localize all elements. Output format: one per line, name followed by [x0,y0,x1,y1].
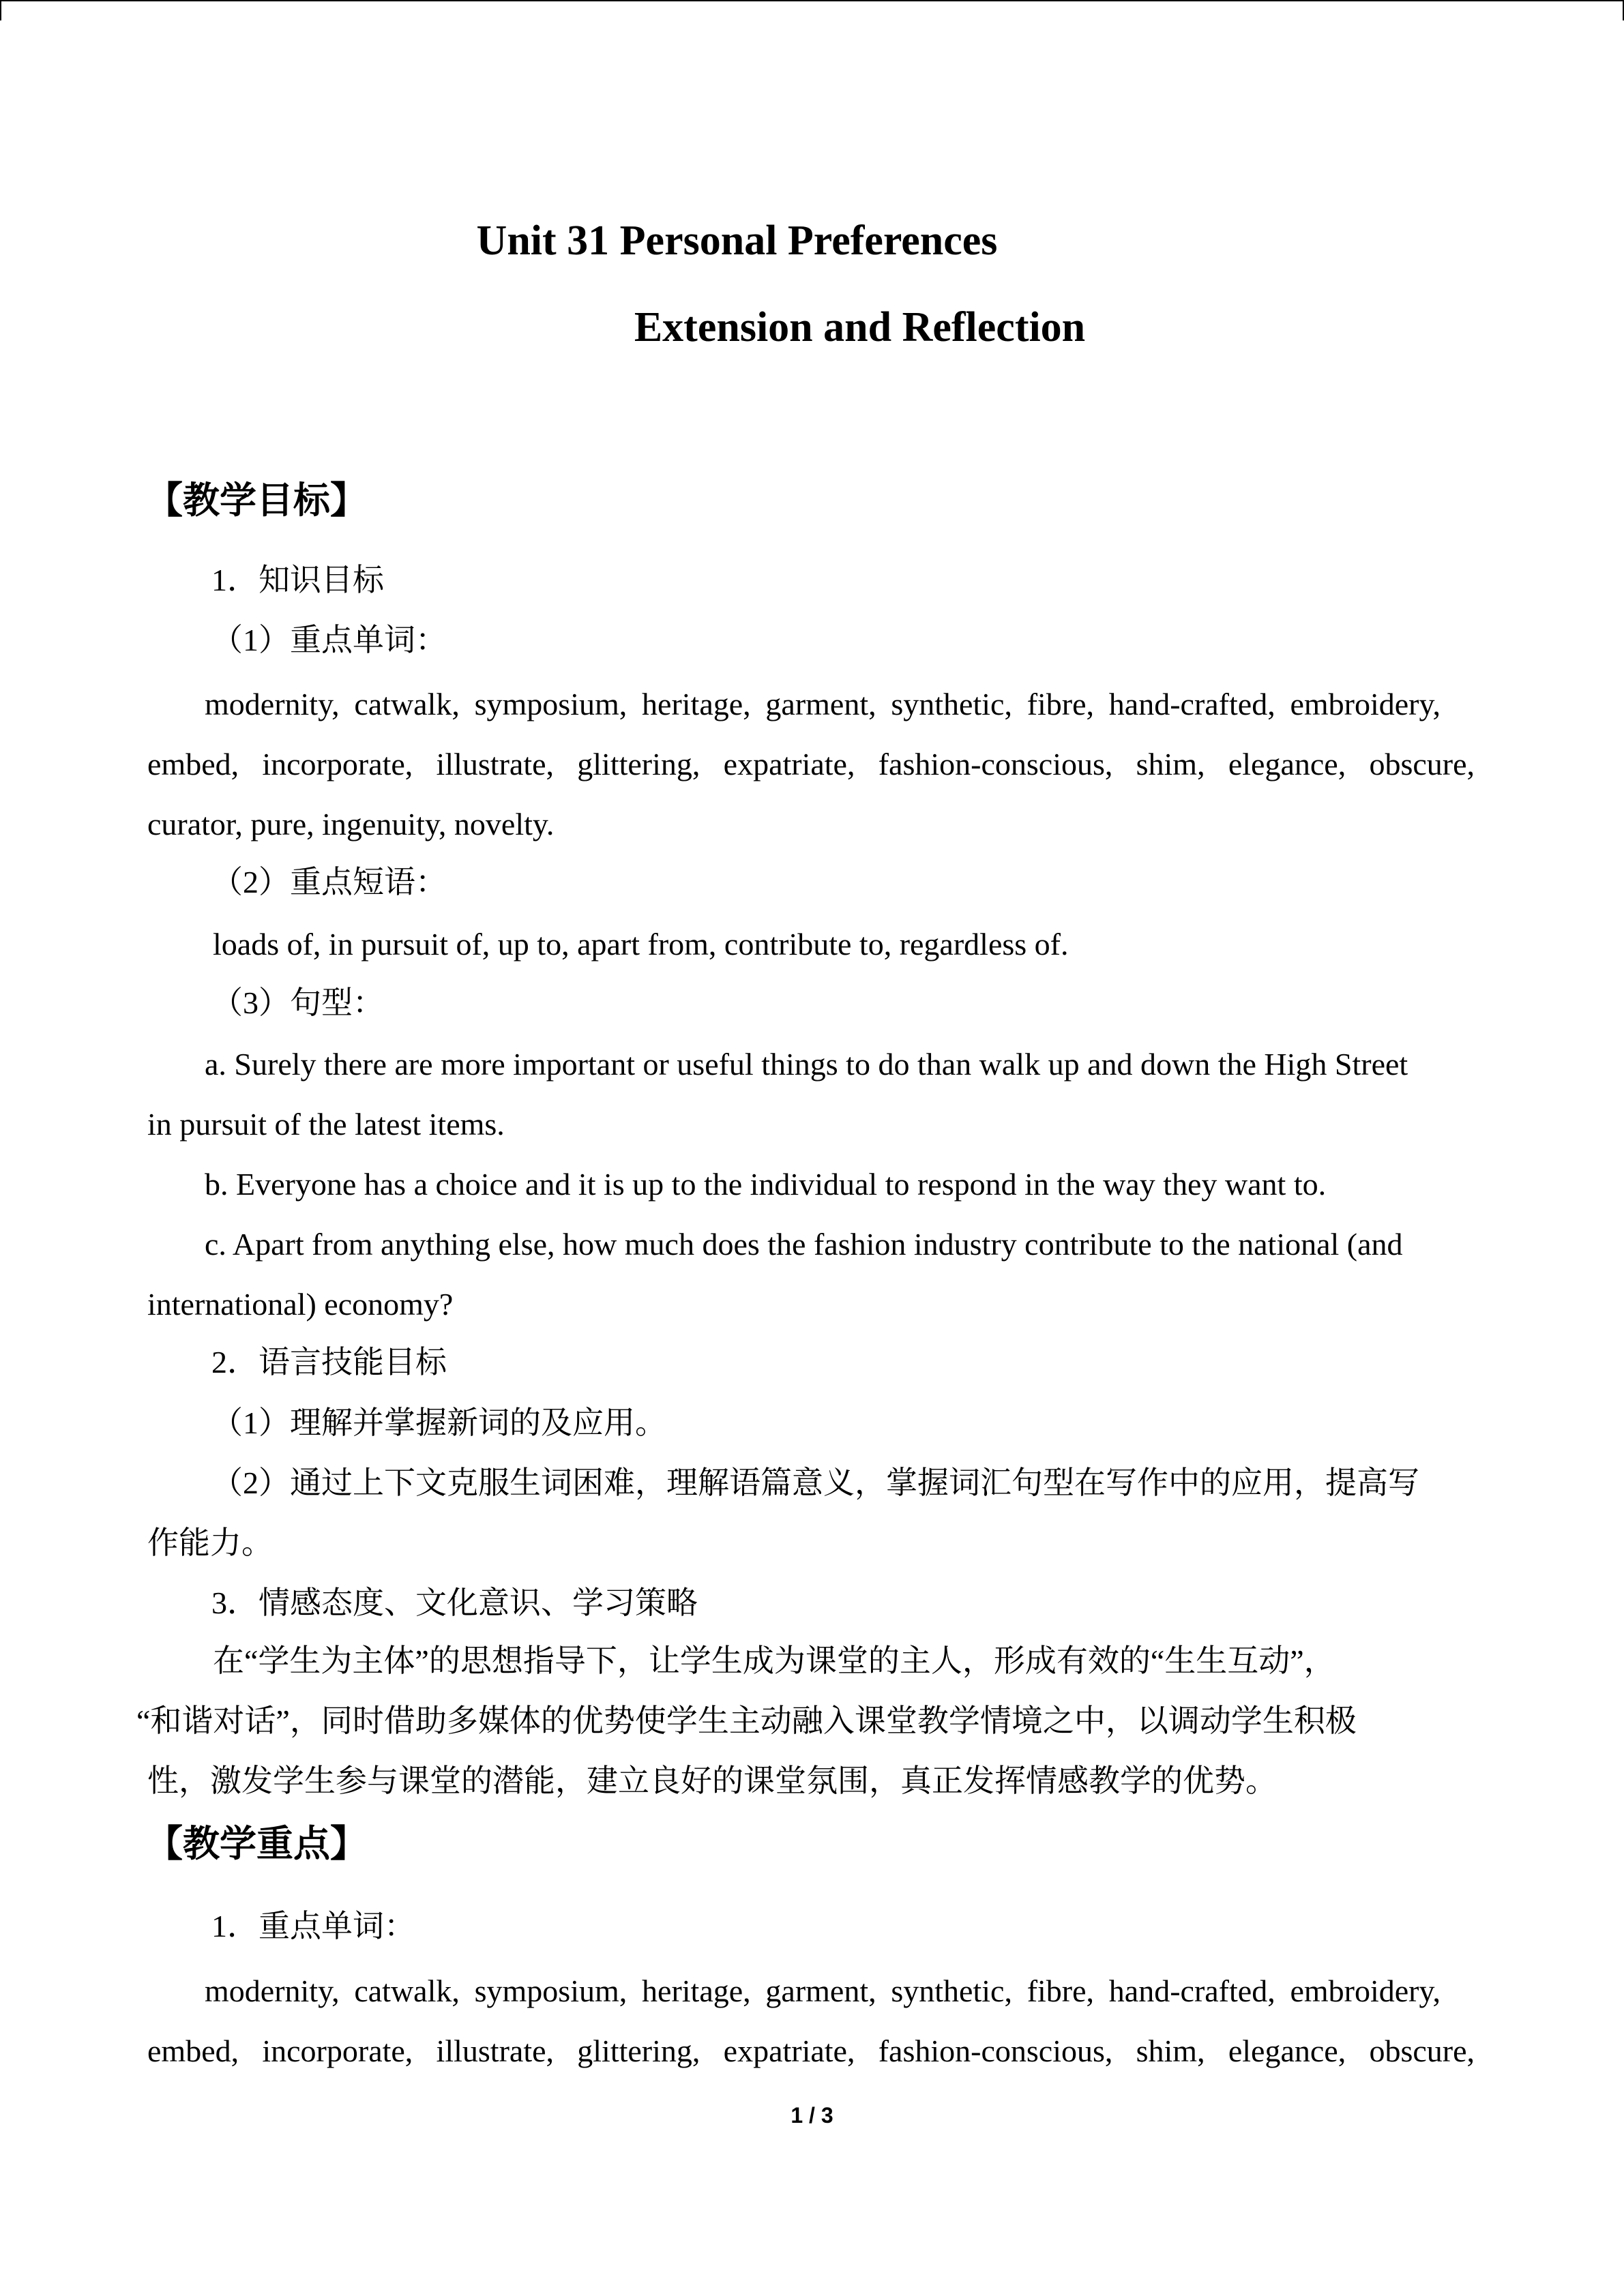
sentence-c-line-2: international) economy? [147,1287,454,1322]
attitude-paragraph-line-1: 在“学生为主体”的思想指导下，让学生成为课堂的主人，形成有效的“生生互动”， [213,1643,1335,1678]
attitude-paragraph-line-2: “和谐对话”，同时借助多媒体的优势使学生主动融入课堂教学情境之中，以调动学生积极 [136,1703,1357,1738]
key-words-line-1: modernity, catwalk, symposium, heritage, garment, synthetic, fibre, hand-crafted, embroidery, [205,687,1441,721]
objective-attitude-label: 3．情感态度、文化意识、学习策略 [211,1585,698,1620]
section-heading-objectives: 【教学目标】 [146,480,367,521]
section-heading-key-points: 【教学重点】 [146,1823,367,1864]
page-left-border [0,0,1,20]
language-skills-item-2-line-2: 作能力。 [147,1525,273,1560]
document-subtitle: Extension and Reflection [634,304,1086,351]
key-words-label: （1）重点单词： [211,623,447,657]
page-top-border [0,0,1624,1]
key-words-line-3: curator, pure, ingenuity, novelty. [147,807,555,841]
document-title: Unit 31 Personal Preferences [476,218,998,264]
key-points-words-line-1: modernity, catwalk, symposium, heritage, garment, synthetic, fibre, hand-crafted, embroidery, [205,1973,1441,2008]
objective-language-skills-label: 2．语言技能目标 [211,1345,447,1380]
objective-knowledge-label: 1．知识目标 [211,563,384,597]
sentence-a-line-2: in pursuit of the latest items. [147,1107,505,1142]
language-skills-item-1: （1）理解并掌握新词的及应用。 [211,1405,666,1440]
sentence-c-line-1: c. Apart from anything else, how much does the fashion industry contribute to the national (and [205,1227,1403,1262]
page-number: 1 / 3 [791,2103,833,2128]
sentence-patterns-label: （3）句型： [211,985,384,1020]
sentence-a-line-1: a. Surely there are more important or useful things to do than walk up and down the High Street [205,1047,1408,1082]
key-points-words-label: 1．重点单词： [211,1909,415,1943]
attitude-paragraph-line-3: 性，激发学生参与课堂的潜能，建立良好的课堂氛围，真正发挥情感教学的优势。 [147,1763,1277,1798]
language-skills-item-2-line-1: （2）通过上下文克服生词困难，理解语篇意义，掌握词汇句型在写作中的应用，提高写 [211,1465,1419,1500]
key-phrases-label: （2）重点短语： [211,865,447,899]
key-phrases-text: loads of, in pursuit of, up to, apart from, contribute to, regardless of. [213,927,1069,961]
key-words-line-2: embed, incorporate, illustrate, glittering, expatriate, fashion-conscious, shim, elegance, obscure, [147,747,1475,781]
key-points-words-line-2: embed, incorporate, illustrate, glittering, expatriate, fashion-conscious, shim, elegance, obscure, [147,2033,1475,2068]
sentence-b: b. Everyone has a choice and it is up to the individual to respond in the way they want to. [205,1167,1327,1202]
